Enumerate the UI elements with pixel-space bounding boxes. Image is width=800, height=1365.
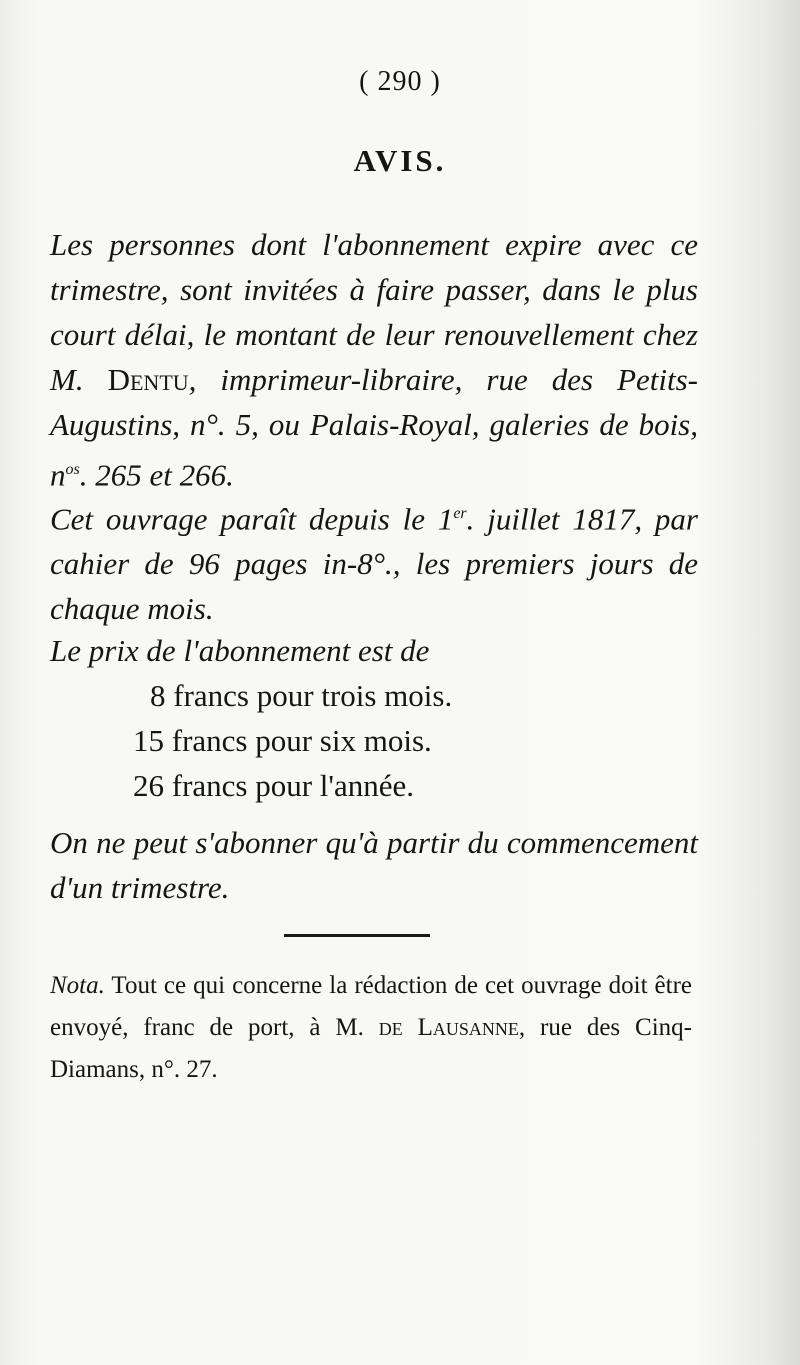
editor-name: de Lausanne bbox=[378, 1014, 519, 1041]
price-item: 8 francs pour trois mois. bbox=[150, 678, 453, 713]
nota-text-2: , rue des Cinq-Diamans, n°. 27. bbox=[50, 1014, 692, 1083]
nota-label: Nota. bbox=[50, 972, 105, 999]
page-title: AVIS. bbox=[353, 143, 447, 178]
publication-text-1: Cet ouvrage paraît depuis le 1 bbox=[50, 501, 454, 537]
page-number: ( 290 ) bbox=[359, 66, 441, 97]
renewal-text-2: , imprimeur-libraire, rue des Petits-Augustins, n°. 5, ou Palais-Royal, galeries de bois, n bbox=[50, 362, 699, 493]
publication-paragraph bbox=[50, 491, 698, 631]
renewal-text-3: . 265 et 266. bbox=[79, 457, 234, 493]
publication-text-2: . juillet 1817, par cahier de 96 pages in-8°., les premiers jours de chaque mois. bbox=[50, 501, 698, 627]
nota-text-1: Tout ce qui concerne la rédaction de cet ouvrage doit être envoyé, franc de port, à M. bbox=[50, 972, 692, 1041]
publication-superscript: er bbox=[453, 505, 467, 522]
price-list bbox=[0, 673, 800, 808]
subscription-condition: On ne peut s'abonner qu'à partir du commencement d'un trimestre. bbox=[50, 825, 698, 905]
renewal-superscript: os bbox=[65, 461, 80, 478]
price-intro: Le prix de l'abonnement est de bbox=[50, 633, 430, 668]
price-item: 26 francs pour l'année. bbox=[133, 768, 415, 803]
price-item: 15 francs pour six mois. bbox=[133, 723, 432, 758]
renewal-paragraph bbox=[50, 222, 698, 497]
renewal-text-1: Les personnes dont l'abonnement expire avec ce trimestre, sont invitées à faire passer, dans le plus court délai, le montant de leur renouvellement chez M. bbox=[50, 227, 698, 397]
publisher-name: Dentu bbox=[107, 362, 189, 397]
divider-rule bbox=[284, 934, 430, 937]
nota-paragraph bbox=[50, 965, 692, 1091]
